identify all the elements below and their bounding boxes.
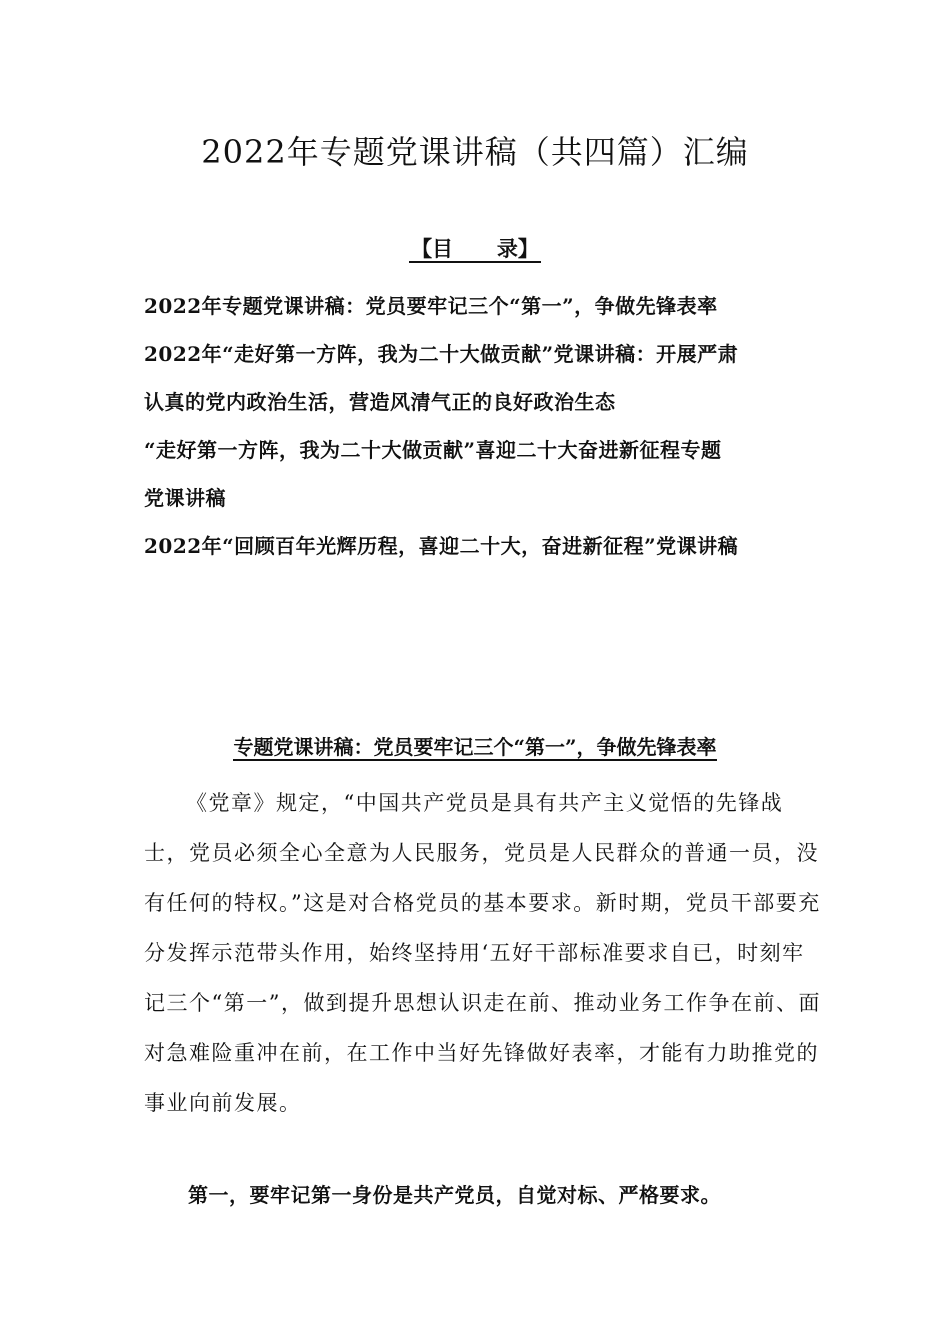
document-title: 2022年专题党课讲稿（共四篇）汇编	[201, 133, 749, 171]
section-title	[0, 732, 950, 762]
body-paragraph: 《党章》规定，“中国共产党员是具有共产主义觉悟的先锋战士，党员必须全心全意为人民服务，党员是人民群众的普通一员，没有任何的特权。”这是对合格党员的基本要求。新时期，党员干部要充分发挥示范带头作用，始终坚持用‘五好干部标准要求自已，时刻牢记三个“第一”，做到提升思想认识走在前、推动业务工作争在前、面对急难险重冲在前，在工作中当好先锋做好表率，才能有力助推党的事业向前发展。	[144, 791, 821, 1115]
toc-item: 认真的党内政治生活，营造风清气正的良好政治生态	[144, 390, 616, 414]
toc-heading	[0, 234, 950, 264]
toc-item: 2022年“走好第一方阵，我为二十大做贡献”党课讲稿：开展严肃	[144, 342, 739, 366]
toc-heading-text: 【目 录】	[411, 236, 539, 261]
table-of-contents	[144, 282, 824, 570]
toc-item: “走好第一方阵，我为二十大做贡献”喜迎二十大奋进新征程专题	[144, 438, 722, 462]
toc-item: 2022年专题党课讲稿：党员要牢记三个“第一”，争做先锋表率	[144, 294, 718, 318]
toc-item: 2022年“回顾百年光辉历程，喜迎二十大，奋进新征程”党课讲稿	[144, 534, 739, 558]
section-title-text: 专题党课讲稿：党员要牢记三个“第一”，争做先锋表率	[233, 735, 717, 759]
toc-item: 党课讲稿	[144, 486, 226, 510]
point-heading: 第一，要牢记第一身份是共产党员，自觉对标、严格要求。	[188, 1183, 721, 1207]
